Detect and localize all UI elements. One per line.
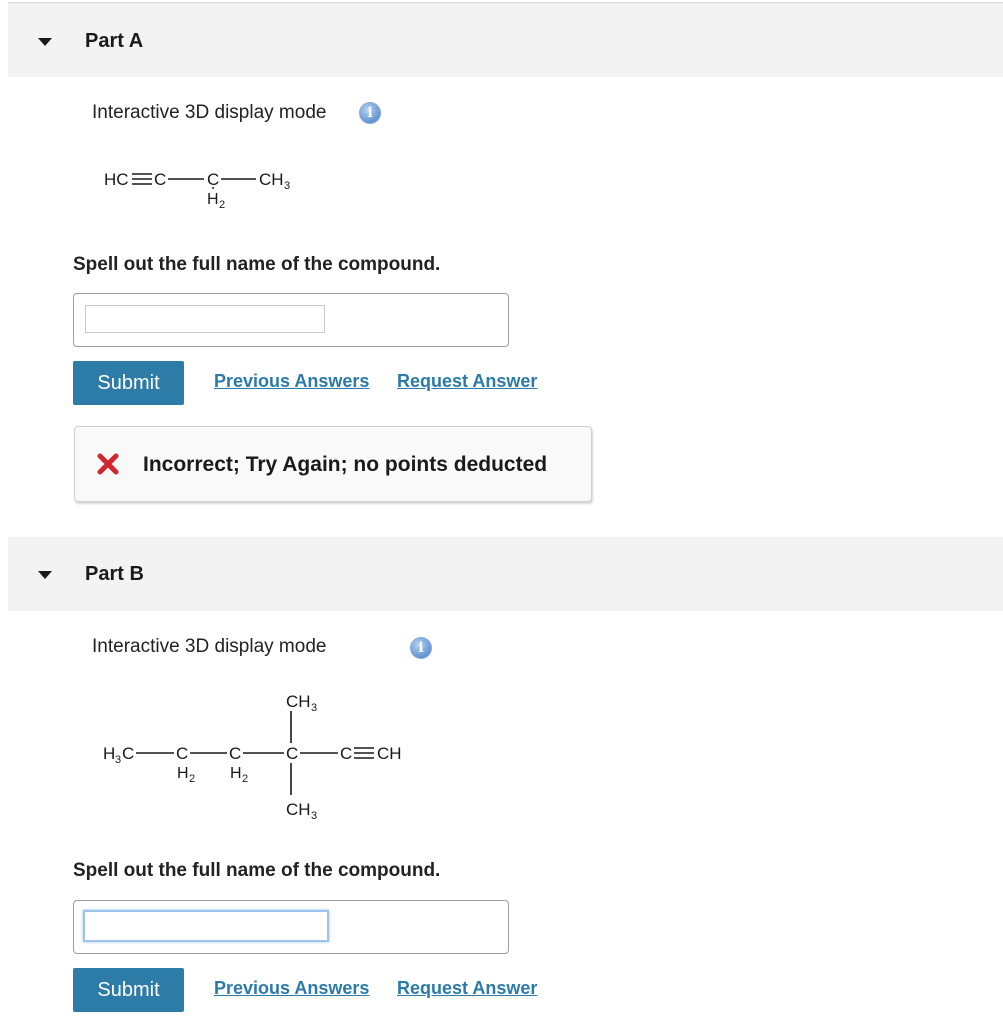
formula-h2b: H xyxy=(230,765,242,782)
formula-hc: HC xyxy=(104,170,129,189)
part-a-header[interactable] xyxy=(8,3,1003,77)
formula-top-ch3-subscript: 3 xyxy=(311,702,318,714)
part-a-title: Part A xyxy=(85,30,144,52)
formula-bottom-ch3: CH xyxy=(286,800,311,819)
formula-h3c-c: C xyxy=(122,744,135,763)
formula-c3: C xyxy=(286,744,299,763)
formula-h2a: H xyxy=(177,765,189,782)
part-a-feedback-text: Incorrect; Try Again; no points deducted xyxy=(143,453,548,476)
part-b-submit-button[interactable]: Submit xyxy=(73,968,184,1012)
formula-h2a-subscript: 2 xyxy=(189,773,196,785)
part-a-structural-formula xyxy=(100,160,340,220)
formula-ch: CH xyxy=(377,744,402,763)
part-a-feedback-box xyxy=(74,426,592,502)
info-icon[interactable]: i xyxy=(410,637,432,659)
formula-bottom-ch3-subscript: 3 xyxy=(311,810,318,822)
formula-c4: C xyxy=(340,744,353,763)
part-a-previous-answers-link[interactable]: Previous Answers xyxy=(214,371,370,391)
part-b-structural-formula xyxy=(100,685,440,825)
part-b-request-answer-link[interactable]: Request Answer xyxy=(397,978,538,998)
formula-c1: C xyxy=(154,170,167,189)
formula-ch3-subscript: 3 xyxy=(284,180,291,192)
part-b-display-mode-label: Interactive 3D display mode xyxy=(92,636,327,657)
formula-h2-subscript: 2 xyxy=(219,199,226,211)
part-a-answer-box xyxy=(73,293,509,347)
x-mark-icon xyxy=(95,451,121,477)
part-b-header[interactable] xyxy=(8,537,1003,611)
part-a-submit-button[interactable]: Submit xyxy=(73,361,184,405)
info-icon[interactable]: i xyxy=(359,102,381,124)
part-b-title: Part B xyxy=(85,563,144,585)
formula-h2b-subscript: 2 xyxy=(242,773,249,785)
formula-h3c-h: H xyxy=(103,744,116,763)
part-a-prompt: Spell out the full name of the compound. xyxy=(73,254,441,275)
formula-ch3: CH xyxy=(259,170,284,189)
part-a-display-mode-label: Interactive 3D display mode xyxy=(92,102,327,123)
formula-c2: C xyxy=(207,170,220,189)
formula-c2: C xyxy=(229,744,242,763)
part-a-request-answer-link[interactable]: Request Answer xyxy=(397,371,538,391)
part-a-answer-input[interactable] xyxy=(85,305,325,333)
caret-down-icon[interactable] xyxy=(38,571,52,579)
part-b-answer-input[interactable] xyxy=(83,910,329,942)
part-b-previous-answers-link[interactable]: Previous Answers xyxy=(214,978,370,998)
caret-down-icon[interactable] xyxy=(38,38,52,46)
part-b-prompt: Spell out the full name of the compound. xyxy=(73,860,441,881)
formula-c1: C xyxy=(176,744,189,763)
formula-top-ch3: CH xyxy=(286,692,311,711)
part-b-answer-box xyxy=(73,900,509,954)
formula-h3c-subscript: 3 xyxy=(115,754,122,766)
formula-h2: H xyxy=(207,191,219,208)
